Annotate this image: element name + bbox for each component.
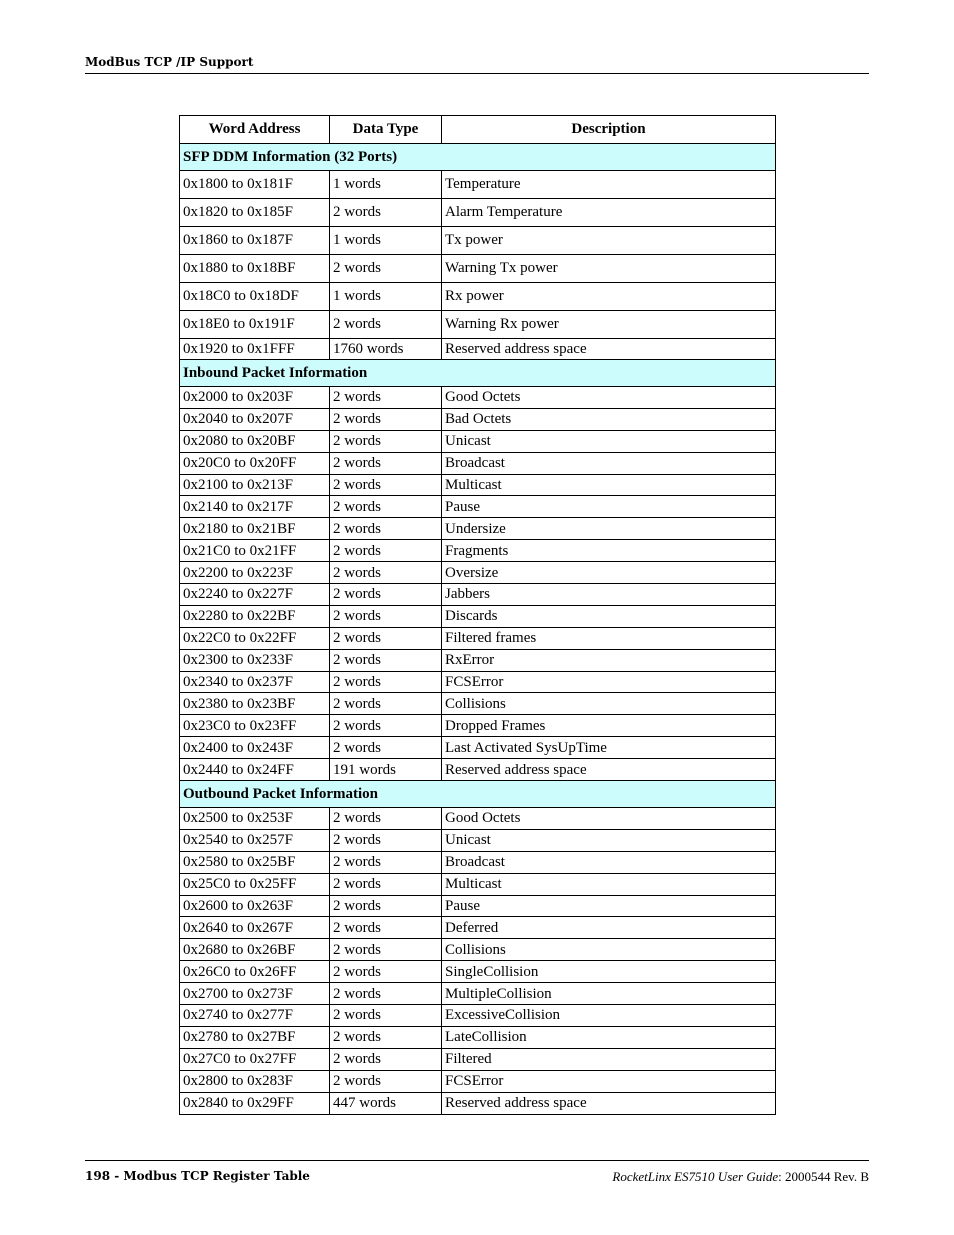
cell-data-type: 2 words — [330, 562, 442, 584]
cell-word-address: 0x25C0 to 0x25FF — [180, 873, 330, 895]
table-row — [180, 737, 776, 759]
table-row — [180, 496, 776, 518]
cell-data-type: 2 words — [330, 715, 442, 737]
cell-data-type: 1760 words — [330, 339, 442, 360]
cell-word-address: 0x2440 to 0x24FF — [180, 759, 330, 781]
cell-word-address: 0x2780 to 0x27BF — [180, 1026, 330, 1048]
table-row — [180, 605, 776, 627]
cell-word-address: 0x27C0 to 0x27FF — [180, 1048, 330, 1070]
section-title: Outbound Packet Information — [180, 781, 776, 808]
table-row — [180, 474, 776, 496]
cell-word-address: 0x2400 to 0x243F — [180, 737, 330, 759]
table-row — [180, 939, 776, 961]
table-row — [180, 759, 776, 781]
table-row — [180, 1005, 776, 1027]
cell-description: Discards — [442, 605, 776, 627]
cell-data-type: 2 words — [330, 961, 442, 983]
cell-description: Tx power — [442, 227, 776, 255]
table-row — [180, 983, 776, 1005]
table-row — [180, 387, 776, 409]
cell-word-address: 0x2200 to 0x223F — [180, 562, 330, 584]
cell-description: Warning Tx power — [442, 255, 776, 283]
cell-data-type: 2 words — [330, 540, 442, 562]
section-header-row — [180, 144, 776, 171]
section-title: SFP DDM Information (32 Ports) — [180, 144, 776, 171]
table-row — [180, 518, 776, 540]
cell-word-address: 0x26C0 to 0x26FF — [180, 961, 330, 983]
cell-description: Good Octets — [442, 808, 776, 830]
cell-description: Dropped Frames — [442, 715, 776, 737]
cell-word-address: 0x2800 to 0x283F — [180, 1070, 330, 1092]
cell-description: ExcessiveCollision — [442, 1005, 776, 1027]
cell-description: SingleCollision — [442, 961, 776, 983]
cell-word-address: 0x2300 to 0x233F — [180, 649, 330, 671]
cell-data-type: 2 words — [330, 1026, 442, 1048]
cell-description: Temperature — [442, 171, 776, 199]
cell-description: Collisions — [442, 939, 776, 961]
cell-word-address: 0x1860 to 0x187F — [180, 227, 330, 255]
cell-word-address: 0x2040 to 0x207F — [180, 408, 330, 430]
table-row — [180, 452, 776, 474]
cell-description: Broadcast — [442, 851, 776, 873]
table-row — [180, 1026, 776, 1048]
cell-data-type: 2 words — [330, 627, 442, 649]
cell-description: Fragments — [442, 540, 776, 562]
cell-description: Last Activated SysUpTime — [442, 737, 776, 759]
footer-product-name: RocketLinx ES7510 User Guide — [612, 1169, 779, 1184]
cell-word-address: 0x22C0 to 0x22FF — [180, 627, 330, 649]
cell-word-address: 0x1820 to 0x185F — [180, 199, 330, 227]
cell-word-address: 0x2340 to 0x237F — [180, 671, 330, 693]
table-row — [180, 430, 776, 452]
cell-description: Good Octets — [442, 387, 776, 409]
cell-description: Filtered — [442, 1048, 776, 1070]
cell-word-address: 0x2580 to 0x25BF — [180, 851, 330, 873]
cell-description: Multicast — [442, 474, 776, 496]
table-row — [180, 255, 776, 283]
column-header-description: Description — [442, 116, 776, 144]
cell-word-address: 0x1800 to 0x181F — [180, 171, 330, 199]
cell-data-type: 1 words — [330, 283, 442, 311]
cell-description: Reserved address space — [442, 1092, 776, 1114]
cell-data-type: 2 words — [330, 408, 442, 430]
cell-description: Deferred — [442, 917, 776, 939]
cell-word-address: 0x2740 to 0x277F — [180, 1005, 330, 1027]
table-row — [180, 1092, 776, 1114]
cell-data-type: 2 words — [330, 387, 442, 409]
section-header-row — [180, 360, 776, 387]
cell-data-type: 2 words — [330, 496, 442, 518]
cell-data-type: 447 words — [330, 1092, 442, 1114]
cell-word-address: 0x23C0 to 0x23FF — [180, 715, 330, 737]
cell-data-type: 2 words — [330, 452, 442, 474]
table-row — [180, 649, 776, 671]
cell-word-address: 0x20C0 to 0x20FF — [180, 452, 330, 474]
cell-description: Pause — [442, 895, 776, 917]
cell-word-address: 0x1880 to 0x18BF — [180, 255, 330, 283]
cell-description: Collisions — [442, 693, 776, 715]
cell-description: Filtered frames — [442, 627, 776, 649]
table-row — [180, 339, 776, 360]
cell-data-type: 2 words — [330, 1070, 442, 1092]
column-header-word-address: Word Address — [180, 116, 330, 144]
table-header-row — [180, 116, 776, 144]
cell-word-address: 0x2240 to 0x227F — [180, 584, 330, 606]
cell-data-type: 2 words — [330, 649, 442, 671]
cell-data-type: 2 words — [330, 939, 442, 961]
table-row — [180, 1048, 776, 1070]
cell-data-type: 2 words — [330, 518, 442, 540]
cell-word-address: 0x2140 to 0x217F — [180, 496, 330, 518]
table-row — [180, 851, 776, 873]
cell-data-type: 2 words — [330, 255, 442, 283]
header-divider — [85, 73, 869, 74]
cell-data-type: 2 words — [330, 851, 442, 873]
cell-data-type: 2 words — [330, 474, 442, 496]
cell-description: Unicast — [442, 430, 776, 452]
footer-doc-number: : 2000544 Rev. B — [778, 1169, 869, 1184]
cell-word-address: 0x2280 to 0x22BF — [180, 605, 330, 627]
cell-description: FCSError — [442, 671, 776, 693]
cell-description: MultipleCollision — [442, 983, 776, 1005]
table-row — [180, 408, 776, 430]
cell-word-address: 0x2180 to 0x21BF — [180, 518, 330, 540]
footer-page-label: 198 - Modbus TCP Register Table — [85, 1169, 310, 1183]
table-row — [180, 1070, 776, 1092]
cell-word-address: 0x1920 to 0x1FFF — [180, 339, 330, 360]
cell-data-type: 2 words — [330, 199, 442, 227]
cell-word-address: 0x2500 to 0x253F — [180, 808, 330, 830]
table-row — [180, 584, 776, 606]
cell-data-type: 1 words — [330, 227, 442, 255]
table-row — [180, 961, 776, 983]
table-row — [180, 671, 776, 693]
table-row — [180, 808, 776, 830]
cell-data-type: 2 words — [330, 1048, 442, 1070]
cell-word-address: 0x2080 to 0x20BF — [180, 430, 330, 452]
table-row — [180, 227, 776, 255]
table-row — [180, 829, 776, 851]
table-row — [180, 311, 776, 339]
cell-description: Reserved address space — [442, 759, 776, 781]
table-row — [180, 540, 776, 562]
cell-data-type: 2 words — [330, 584, 442, 606]
cell-data-type: 191 words — [330, 759, 442, 781]
table-row — [180, 715, 776, 737]
cell-data-type: 2 words — [330, 895, 442, 917]
table-row — [180, 627, 776, 649]
cell-description: Undersize — [442, 518, 776, 540]
table-row — [180, 283, 776, 311]
table-row — [180, 171, 776, 199]
cell-word-address: 0x2640 to 0x267F — [180, 917, 330, 939]
footer-doc-info — [612, 1169, 869, 1185]
cell-word-address: 0x2540 to 0x257F — [180, 829, 330, 851]
cell-word-address: 0x21C0 to 0x21FF — [180, 540, 330, 562]
section-header-row — [180, 781, 776, 808]
cell-description: FCSError — [442, 1070, 776, 1092]
table-row — [180, 873, 776, 895]
cell-description: Alarm Temperature — [442, 199, 776, 227]
footer-divider — [85, 1160, 869, 1161]
cell-word-address: 0x2380 to 0x23BF — [180, 693, 330, 715]
cell-data-type: 2 words — [330, 693, 442, 715]
cell-word-address: 0x2100 to 0x213F — [180, 474, 330, 496]
cell-data-type: 2 words — [330, 808, 442, 830]
cell-data-type: 2 words — [330, 1005, 442, 1027]
cell-word-address: 0x2700 to 0x273F — [180, 983, 330, 1005]
page-header-title: ModBus TCP /IP Support — [85, 55, 254, 69]
cell-word-address: 0x18C0 to 0x18DF — [180, 283, 330, 311]
cell-word-address: 0x2000 to 0x203F — [180, 387, 330, 409]
cell-word-address: 0x2600 to 0x263F — [180, 895, 330, 917]
table-row — [180, 895, 776, 917]
cell-data-type: 2 words — [330, 829, 442, 851]
cell-data-type: 1 words — [330, 171, 442, 199]
cell-data-type: 2 words — [330, 671, 442, 693]
cell-word-address: 0x18E0 to 0x191F — [180, 311, 330, 339]
cell-description: RxError — [442, 649, 776, 671]
cell-data-type: 2 words — [330, 737, 442, 759]
cell-description: Warning Rx power — [442, 311, 776, 339]
cell-description: Broadcast — [442, 452, 776, 474]
cell-description: LateCollision — [442, 1026, 776, 1048]
table-row — [180, 199, 776, 227]
cell-description: Bad Octets — [442, 408, 776, 430]
table-row — [180, 562, 776, 584]
cell-data-type: 2 words — [330, 605, 442, 627]
section-title: Inbound Packet Information — [180, 360, 776, 387]
cell-data-type: 2 words — [330, 311, 442, 339]
cell-description: Pause — [442, 496, 776, 518]
cell-data-type: 2 words — [330, 983, 442, 1005]
cell-word-address: 0x2680 to 0x26BF — [180, 939, 330, 961]
cell-word-address: 0x2840 to 0x29FF — [180, 1092, 330, 1114]
cell-description: Rx power — [442, 283, 776, 311]
cell-description: Jabbers — [442, 584, 776, 606]
cell-description: Multicast — [442, 873, 776, 895]
table-row — [180, 693, 776, 715]
cell-data-type: 2 words — [330, 873, 442, 895]
modbus-register-table — [179, 115, 776, 1115]
table-row — [180, 917, 776, 939]
cell-data-type: 2 words — [330, 917, 442, 939]
cell-data-type: 2 words — [330, 430, 442, 452]
cell-description: Reserved address space — [442, 339, 776, 360]
column-header-data-type: Data Type — [330, 116, 442, 144]
cell-description: Unicast — [442, 829, 776, 851]
cell-description: Oversize — [442, 562, 776, 584]
